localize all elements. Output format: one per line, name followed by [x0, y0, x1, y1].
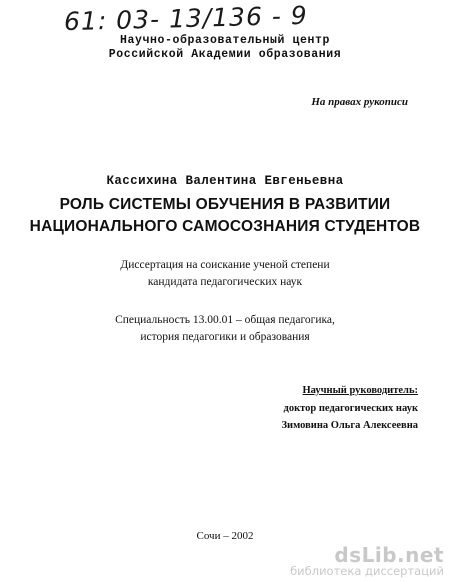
author-name: Кассихина Валентина Евгеньевна: [106, 174, 344, 188]
watermark-logo: dsLib.net: [334, 543, 444, 567]
manuscript-note: На правах рукописи: [311, 96, 408, 108]
degree-line-2: кандидата педагогических наук: [147, 276, 303, 288]
institution-line-2: Российской Академии образования: [108, 48, 342, 61]
dissertation-title-line-2: НАЦИОНАЛЬНОГО САМОСОЗНАНИЯ СТУДЕНТОВ: [29, 218, 421, 235]
advisor-degree: доктор педагогических наук: [283, 403, 418, 414]
specialty-line-1: Специальность 13.00.01 – общая педагогика,: [115, 314, 335, 326]
specialty-line-2: история педагогики и образования: [140, 331, 310, 343]
degree-line-1: Диссертация на соискание ученой степени: [120, 259, 330, 271]
handwritten-archive-number: 61: 03- 13/136 - 9: [63, 0, 309, 37]
dslib-watermark: [290, 543, 444, 578]
advisor-heading: Научный руководитель:: [302, 385, 418, 396]
advisor-name: Зимовина Ольга Алексеевна: [281, 420, 418, 431]
institution-line-1: Научно-образовательный центр: [119, 34, 331, 47]
watermark-caption: библиотека диссертаций: [290, 564, 444, 578]
city-year: Сочи – 2002: [196, 530, 254, 542]
dissertation-title-line-1: РОЛЬ СИСТЕМЫ ОБУЧЕНИЯ В РАЗВИТИИ: [59, 196, 391, 213]
